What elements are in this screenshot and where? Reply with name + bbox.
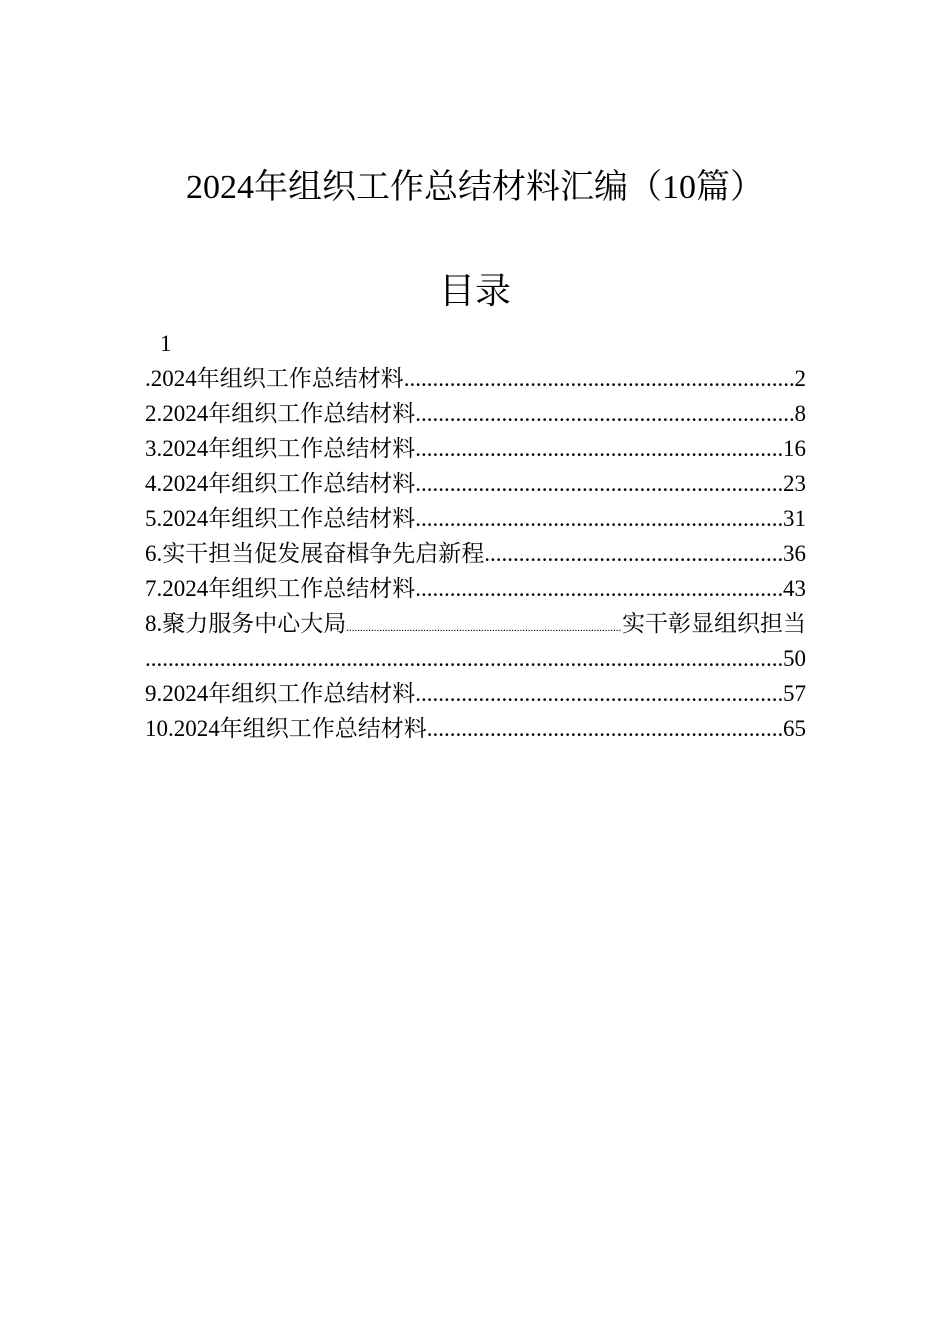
table-of-contents xyxy=(145,326,806,746)
toc-entry[interactable] xyxy=(145,711,806,746)
toc-entry-title-continued: 实干彰显组织担当 xyxy=(622,611,806,636)
toc-entry[interactable] xyxy=(145,606,806,641)
toc-entry-page: 16 xyxy=(783,436,806,461)
toc-entry-number: 1 xyxy=(160,331,172,356)
toc-entry-title: 2.2024年组织工作总结材料 xyxy=(145,401,416,426)
toc-dot-leader xyxy=(404,361,795,396)
toc-dot-leader xyxy=(415,571,783,606)
toc-entry-title: 9.2024年组织工作总结材料 xyxy=(145,681,416,706)
toc-entry[interactable] xyxy=(145,431,806,466)
toc-entry-title: 6.实干担当促发展奋楫争先启新程 xyxy=(145,541,485,566)
toc-entry[interactable] xyxy=(145,466,806,501)
toc-dot-leader xyxy=(415,396,794,431)
toc-entry-page: 8 xyxy=(794,401,806,426)
toc-entry-title: .2024年组织工作总结材料 xyxy=(145,366,404,391)
toc-entry-title: 3.2024年组织工作总结材料 xyxy=(145,436,416,461)
toc-entry-title: 4.2024年组织工作总结材料 xyxy=(145,471,416,496)
toc-entry-title: 8.聚力服务中心大局 xyxy=(145,611,347,636)
toc-entry[interactable] xyxy=(145,571,806,606)
toc-dot-leader xyxy=(415,676,783,711)
toc-entry[interactable] xyxy=(145,501,806,536)
toc-entry-continuation[interactable] xyxy=(145,641,806,676)
document-title: 2024年组织工作总结材料汇编（10篇） xyxy=(186,169,764,206)
toc-dot-leader xyxy=(145,641,783,676)
toc-entry-page: 2 xyxy=(794,366,806,391)
toc-entry-title: 10.2024年组织工作总结材料 xyxy=(145,716,427,741)
toc-entry-title: 7.2024年组织工作总结材料 xyxy=(145,576,416,601)
toc-dot-leader xyxy=(415,501,783,536)
toc-entry-page: 36 xyxy=(783,541,806,566)
toc-dot-leader xyxy=(415,466,783,501)
toc-dot-leader xyxy=(415,431,783,466)
toc-entry-page: 23 xyxy=(783,471,806,496)
toc-entry-title: 5.2024年组织工作总结材料 xyxy=(145,506,416,531)
toc-entry-page: 50 xyxy=(783,646,806,671)
toc-entry[interactable] xyxy=(145,361,806,396)
toc-entry[interactable] xyxy=(145,536,806,571)
toc-entry-page: 43 xyxy=(783,576,806,601)
toc-heading: 目录 xyxy=(438,271,511,311)
toc-dot-leader xyxy=(427,711,783,746)
toc-entry-page: 65 xyxy=(783,716,806,741)
toc-entry[interactable] xyxy=(145,676,806,711)
toc-dot-leader xyxy=(484,536,783,571)
toc-entry-page: 31 xyxy=(783,506,806,531)
toc-entry[interactable] xyxy=(145,396,806,431)
toc-entry-page: 57 xyxy=(783,681,806,706)
